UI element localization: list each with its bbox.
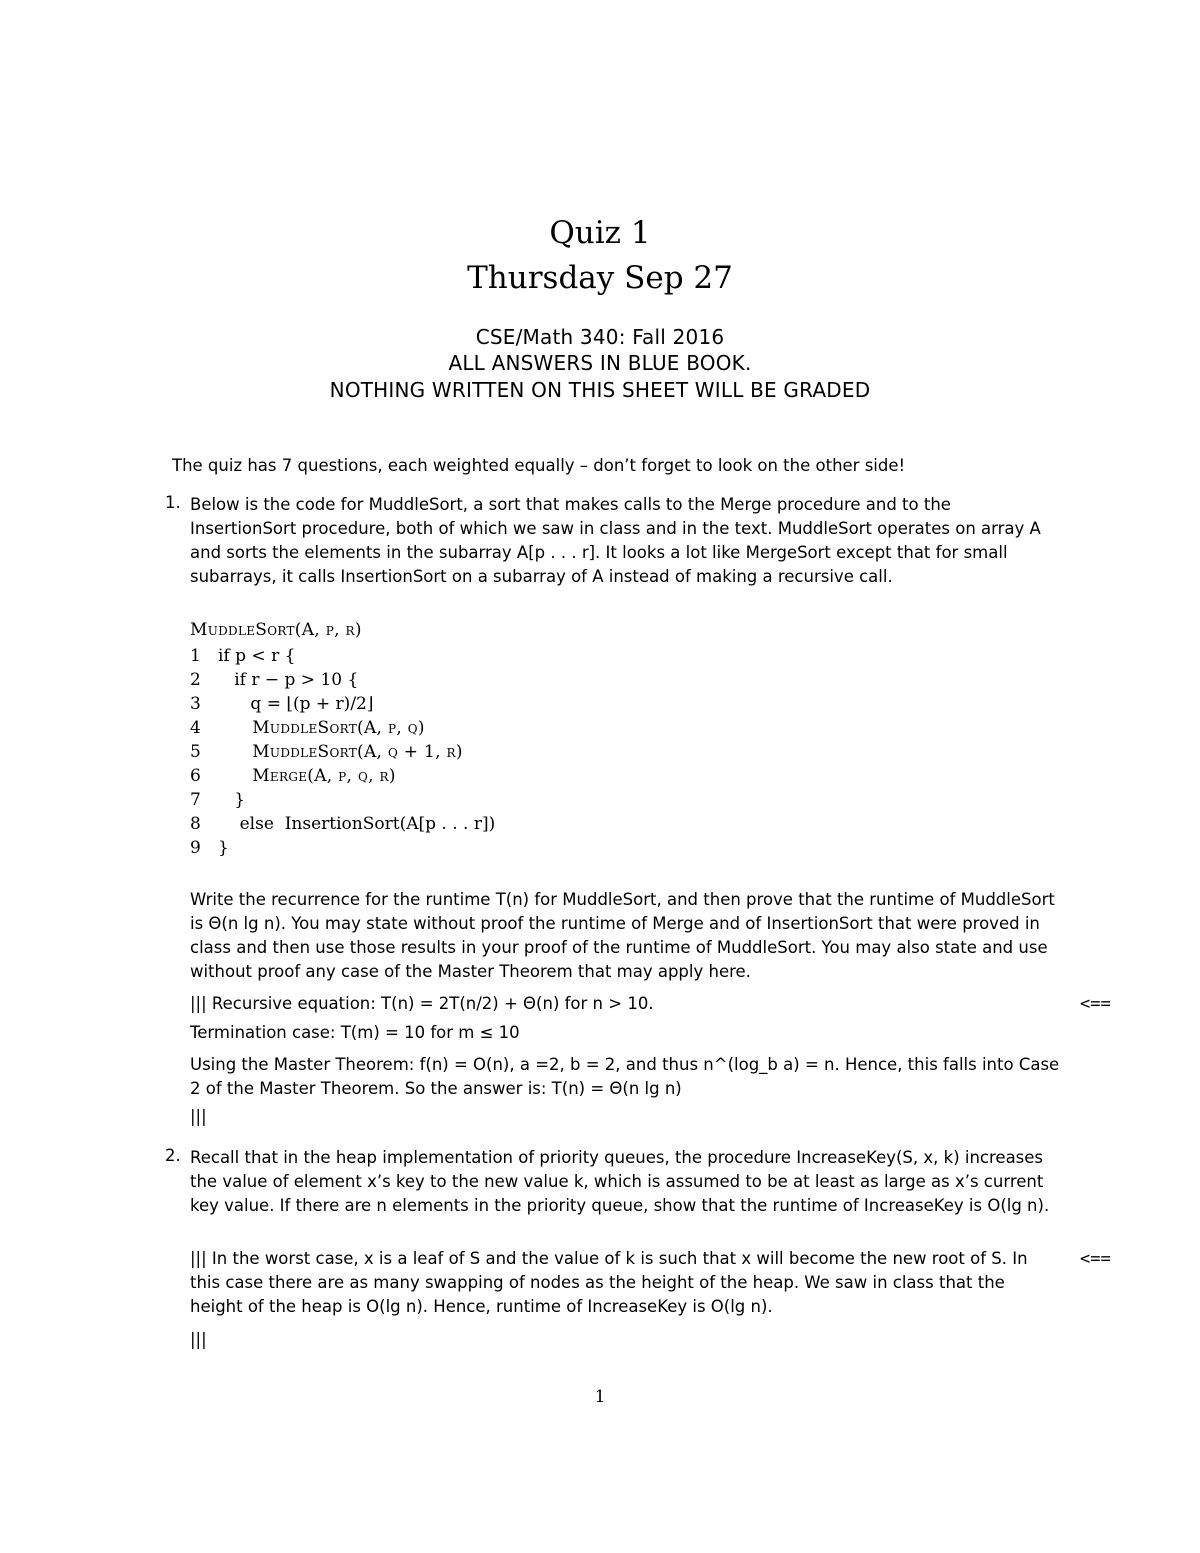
- code-line-number: 6: [190, 766, 201, 786]
- answers-note: ALL ANSWERS IN BLUE BOOK.: [448, 351, 752, 375]
- code-line-number: 4: [190, 718, 201, 738]
- course-line: CSE/Math 340: Fall 2016: [475, 325, 725, 349]
- page-subtitle: Thursday Sep 27: [467, 260, 733, 296]
- answer-1-end: |||: [190, 1107, 207, 1126]
- answer-1-termination: Termination case: T(m) = 10 for m ≤ 10: [190, 1023, 520, 1042]
- answer-1-master: Using the Master Theorem: f(n) = O(n), a =2, b = 2, and thus n^(log_b a) = n. Hence, this falls into Case 2 of the Master Theorem. So the answer is: T(n) = Θ(n lg n): [190, 1055, 1060, 1098]
- quiz-intro: The quiz has 7 questions, each weighted equally – don’t forget to look on the other side!: [172, 456, 906, 475]
- graded-note: NOTHING WRITTEN ON THIS SHEET WILL BE GRADED: [329, 378, 871, 402]
- page-number: 1: [594, 1387, 606, 1407]
- question-2-text: Recall that in the heap implementation of priority queues, the procedure IncreaseKey(S, x, k) increases the value of element x’s key to the new value k, which is assumed to be at least as large as x’s current key value. If there are n elements in the priority queue, show that the runtime of IncreaseKey is O(lg n).: [190, 1148, 1050, 1215]
- answer-2-marker: <==: [1080, 1249, 1111, 1269]
- code-line-text: else InsertionSort(A[p . . . r]): [218, 814, 496, 834]
- answer-1-marker: <==: [1080, 994, 1111, 1014]
- question-1-prompt: Write the recurrence for the runtime T(n) for MuddleSort, and then prove that the runtime of MuddleSort is Θ(n lg n). You may state without proof the runtime of Merge and of InsertionSort that were proved in class and then use those results in your proof of the runtime of MuddleSort. You may also state and use without proof any case of the Master Theorem that may apply here.: [190, 890, 1055, 981]
- code-line-text: if r − p > 10 {: [218, 670, 359, 690]
- code-line-number: 5: [190, 742, 201, 762]
- code-line-number: 3: [190, 694, 201, 714]
- code-line-text: MuddleSort(A, p, q): [218, 718, 425, 738]
- answer-2-end: |||: [190, 1330, 207, 1349]
- question-1-text: Below is the code for MuddleSort, a sort that makes calls to the Merge procedure and to the InsertionSort procedure, both of which we saw in class and in the text. MuddleSort operates on array A and sorts the elements in the subarray A[p . . . r]. It looks a lot like MergeSort except that for small subarrays, it calls InsertionSort on a subarray of A instead of making a recursive call.: [190, 495, 1041, 586]
- code-line-number: 8: [190, 814, 201, 834]
- code-line-text: }: [218, 838, 229, 858]
- question-1-number: 1.: [165, 493, 181, 512]
- code-line-text: q = ⌊(p + r)/2⌋: [218, 694, 374, 714]
- code-line-text: if p < r {: [218, 646, 296, 666]
- page-title: Quiz 1: [549, 215, 651, 251]
- answer-1-recursive: ||| Recursive equation: T(n) = 2T(n/2) + Θ(n) for n > 10.: [190, 994, 654, 1013]
- code-header-text: MuddleSort(A, p, r): [190, 620, 362, 640]
- code-line-number: 9: [190, 838, 201, 858]
- code-line-number: 7: [190, 790, 201, 810]
- code-line-text: MuddleSort(A, q + 1, r): [218, 742, 463, 762]
- answer-2-text: ||| In the worst case, x is a leaf of S and the value of k is such that x will become the new root of S. In this case there are as many swapping of nodes as the height of the heap. We saw in class that the height of the heap is O(lg n). Hence, runtime of IncreaseKey is O(lg n).: [190, 1249, 1028, 1316]
- code-line-text: }: [218, 790, 246, 810]
- code-line-number: 1: [190, 646, 201, 666]
- code-line-number: 2: [190, 670, 201, 690]
- question-2-number: 2.: [165, 1146, 181, 1165]
- code-line-text: Merge(A, p, q, r): [218, 766, 396, 786]
